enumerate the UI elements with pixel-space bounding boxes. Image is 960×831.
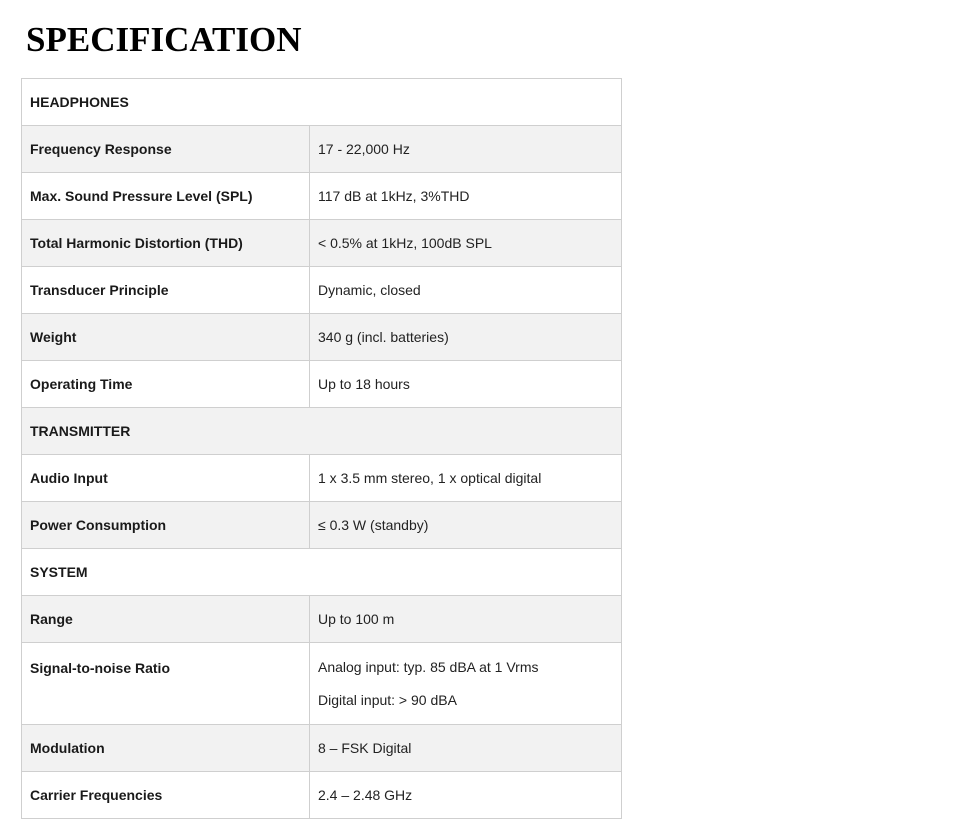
- table-row: [22, 455, 622, 502]
- spec-value: [310, 643, 622, 725]
- section-header-transmitter: [22, 408, 622, 455]
- table-row: [22, 725, 622, 772]
- spec-value: Up to 18 hours: [310, 361, 622, 408]
- table-row: [22, 220, 622, 267]
- spec-value-line: Digital input: > 90 dBA: [318, 692, 457, 708]
- spec-value: Dynamic, closed: [310, 267, 622, 314]
- spec-label: Max. Sound Pressure Level (SPL): [22, 173, 310, 220]
- table-row: [22, 126, 622, 173]
- spec-value: ≤ 0.3 W (standby): [310, 502, 622, 549]
- spec-value: Up to 100 m: [310, 596, 622, 643]
- table-row: [22, 173, 622, 220]
- spec-label: Signal-to-noise Ratio: [22, 643, 310, 725]
- table-row: [22, 314, 622, 361]
- table-row: [22, 267, 622, 314]
- spec-value-line: Analog input: typ. 85 dBA at 1 Vrms: [318, 659, 539, 675]
- section-label: SYSTEM: [22, 549, 622, 596]
- spec-label: Frequency Response: [22, 126, 310, 173]
- spec-label: Power Consumption: [22, 502, 310, 549]
- spec-label: Audio Input: [22, 455, 310, 502]
- spec-label: Operating Time: [22, 361, 310, 408]
- table-row: [22, 772, 622, 819]
- spec-label: Range: [22, 596, 310, 643]
- spec-label: Carrier Frequencies: [22, 772, 310, 819]
- spec-label: Modulation: [22, 725, 310, 772]
- spec-label: Transducer Principle: [22, 267, 310, 314]
- section-header-headphones: [22, 79, 622, 126]
- spec-value: 17 - 22,000 Hz: [310, 126, 622, 173]
- spec-value: 1 x 3.5 mm stereo, 1 x optical digital: [310, 455, 622, 502]
- specification-table: [21, 78, 622, 819]
- spec-value: 2.4 – 2.48 GHz: [310, 772, 622, 819]
- table-row: [22, 502, 622, 549]
- spec-value: < 0.5% at 1kHz, 100dB SPL: [310, 220, 622, 267]
- table-row: [22, 596, 622, 643]
- section-label: TRANSMITTER: [22, 408, 622, 455]
- table-row: [22, 643, 622, 725]
- section-label: HEADPHONES: [22, 79, 622, 126]
- section-header-system: [22, 549, 622, 596]
- table-row: [22, 361, 622, 408]
- page-title: SPECIFICATION: [26, 20, 302, 59]
- spec-value: 117 dB at 1kHz, 3%THD: [310, 173, 622, 220]
- spec-value: 8 – FSK Digital: [310, 725, 622, 772]
- spec-value: 340 g (incl. batteries): [310, 314, 622, 361]
- spec-label: Weight: [22, 314, 310, 361]
- spec-label: Total Harmonic Distortion (THD): [22, 220, 310, 267]
